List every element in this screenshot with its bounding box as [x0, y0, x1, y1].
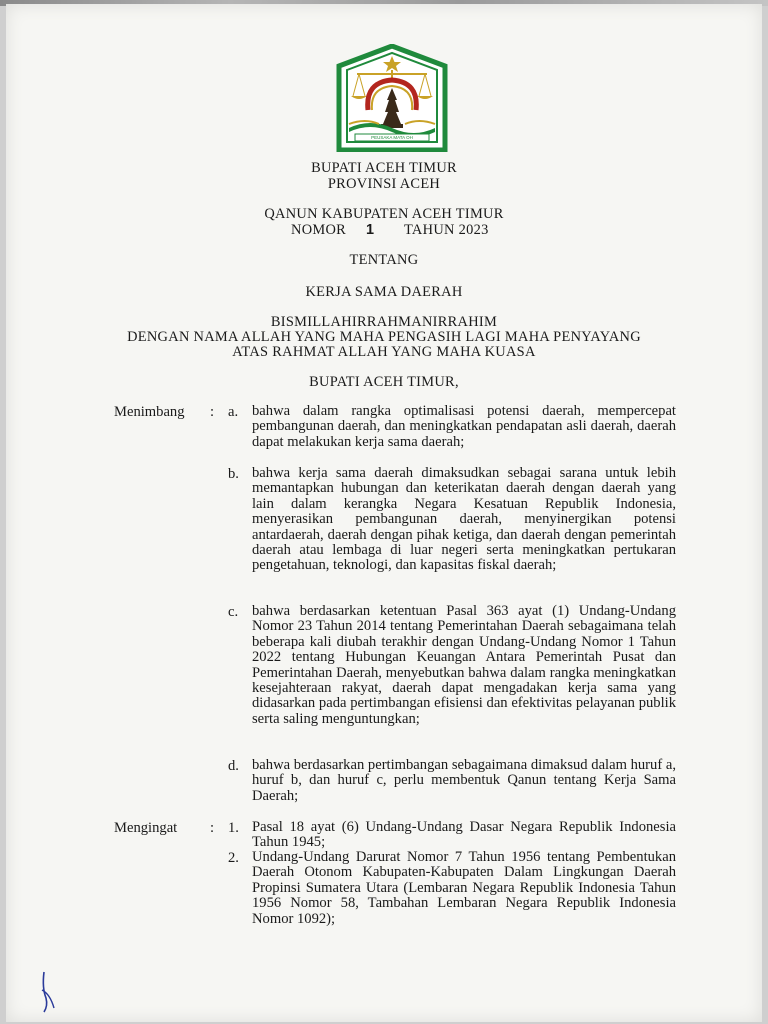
list-marker: d. — [228, 758, 239, 774]
mengingat-item-2: Undang-Undang Darurat Nomor 7 Tahun 1956 tentang Pembentukan Daerah Otonom Kabupaten-Kabupaten Dalam Lingkungan Daerah Propinsi Sumatera Utara (Lembaran Negara Republik Indonesia Tahun 1956 Nomor 58, Tambahan Lembaran Negara Republik Indonesia Nomor 1092); — [252, 849, 676, 927]
menimbang-item-c: bahwa berdasarkan ketentuan Pasal 363 ayat (1) Undang-Undang Nomor 23 Tahun 2014 tentang Pemerintahan Daerah sebagaimana telah beberapa kali diubah terakhir dengan Undang-Undang Nomor 1 Tahun 2022 tentang Hubungan Keuangan Antara Pemerintah Pusat dan Pemerintahan Daerah, menyebutkan bahwa dalam rangka meningkatkan kesejahteraan rakyat, daerah dapat mengadakan kerja sama yang didasarkan pada pertimbangan efisiensi dan efektivitas pelayanan publik serta saling menguntungkan; — [252, 603, 676, 727]
list-marker: c. — [228, 604, 239, 620]
menimbang-item-a: bahwa dalam rangka optimalisasi potensi daerah, mempercepat pembangunan daerah, dan meningkatkan pendapatan asli daerah, daerah dapat melakukan kerja sama daerah; — [252, 403, 676, 450]
list-marker: 1. — [228, 820, 239, 836]
mengingat-label: Mengingat — [114, 820, 178, 836]
nomor-label: NOMOR — [291, 222, 347, 238]
preamble-line-3: ATAS RAHMAT ALLAH YANG MAHA KUASA — [232, 344, 536, 360]
handwritten-margin-mark-icon — [38, 968, 60, 1016]
qanun-title: QANUN KABUPATEN ACEH TIMUR — [264, 206, 504, 222]
emblem-motto: PEUSAKA MATA OH — [371, 135, 413, 140]
aceh-timur-coat-of-arms-icon — [335, 44, 449, 152]
mengingat-colon: : — [210, 820, 215, 836]
preamble-line-2: DENGAN NAMA ALLAH YANG MAHA PENGASIH LAGI MAHA PENYAYANG — [127, 329, 641, 345]
preamble-line-1: BISMILLAHIRRAHMANIRRAHIM — [270, 314, 498, 330]
list-marker: a. — [228, 404, 239, 420]
preamble-line-4: BUPATI ACEH TIMUR, — [309, 374, 459, 390]
list-marker: 2. — [228, 850, 239, 866]
menimbang-colon: : — [210, 404, 215, 420]
tentang-label: TENTANG — [349, 252, 419, 268]
subject-title: KERJA SAMA DAERAH — [305, 284, 463, 300]
header-line-2: PROVINSI ACEH — [327, 176, 441, 192]
tahun-label: TAHUN 2023 — [404, 222, 489, 238]
list-marker: b. — [228, 466, 239, 482]
nomor-value: 1 — [366, 222, 375, 238]
header-line-1: BUPATI ACEH TIMUR — [311, 160, 457, 176]
nomor-line — [0, 222, 768, 240]
menimbang-label: Menimbang — [114, 404, 185, 420]
mengingat-item-1: Pasal 18 ayat (6) Undang-Undang Dasar Negara Republik Indonesia Tahun 1945; — [252, 819, 676, 851]
menimbang-item-b: bahwa kerja sama daerah dimaksudkan sebagai sarana untuk lebih memantapkan hubungan dan keterikatan daerah dengan daerah yang lain dalam kerangka Negara Kesatuan Republik Indonesia, menyerasikan pembangunan daerah, menyinergikan potensi antardaerah, daerah dengan pihak ketiga, dan daerah dengan pemerintah daerah atau lembaga di luar negeri serta meningkatkan pertukaran pengetahuan, teknologi, dan kapasitas fiskal daerah; — [252, 465, 676, 574]
menimbang-item-d: bahwa berdasarkan pertimbangan sebagaimana dimaksud dalam huruf a, huruf b, dan huruf c, perlu membentuk Qanun tentang Kerja Sama Daerah; — [252, 757, 676, 804]
